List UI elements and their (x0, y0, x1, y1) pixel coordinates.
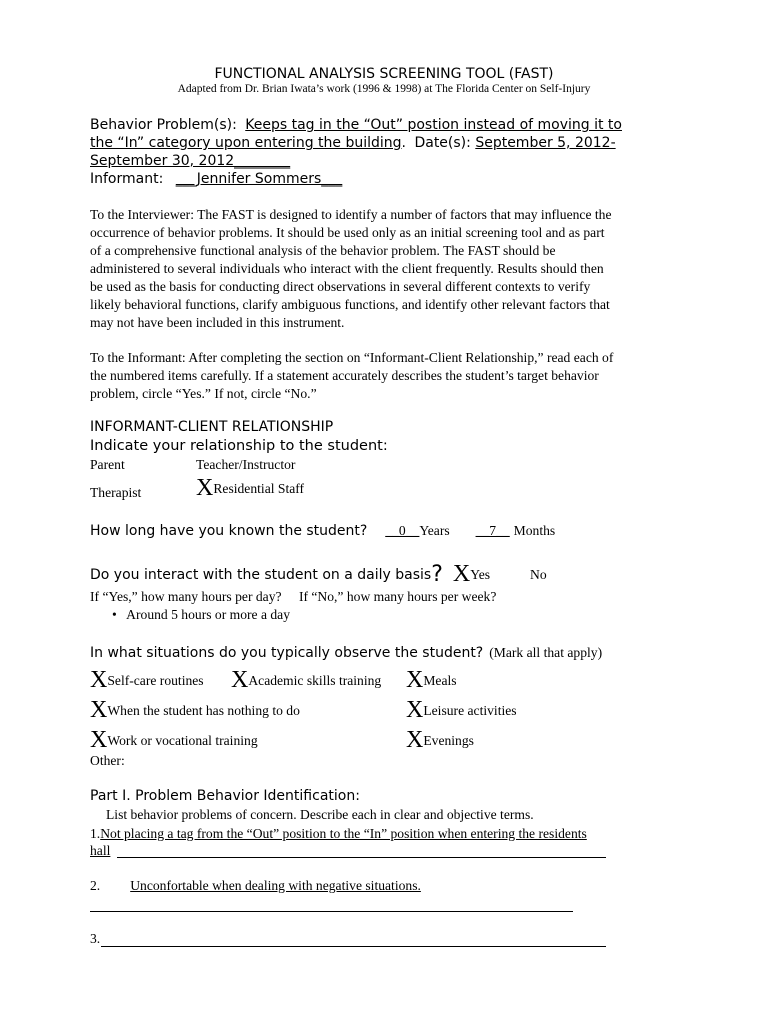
behavior-value-1: Keeps tag in the “Out” postion instead of moving it to (245, 117, 622, 133)
option-teacher[interactable]: Teacher/Instructor (196, 457, 296, 472)
years-value: __0__ (385, 523, 420, 538)
answer-no[interactable]: No (530, 567, 547, 582)
situations-note: (Mark all that apply) (489, 645, 603, 660)
x-mark: X (90, 727, 108, 753)
situation-leisure[interactable]: XLeisure activities (406, 697, 517, 723)
x-mark: X (406, 697, 424, 723)
situations-question: In what situations do you typically observe the student? (90, 645, 484, 661)
hours-question-row (90, 589, 496, 605)
x-mark: X (90, 697, 108, 723)
answer-line (117, 857, 606, 858)
daily-question: Do you interact with the student on a daily basis (90, 567, 432, 583)
relationship-heading: INFORMANT-CLIENT RELATIONSHIP (90, 419, 334, 435)
part1-heading: Part I. Problem Behavior Identification: (90, 788, 360, 804)
dates-label: Date(s): (414, 135, 471, 151)
known-question: How long have you known the student? (90, 523, 368, 539)
behavior-label: Behavior Problem(s): (90, 117, 237, 133)
x-mark: X (452, 561, 471, 587)
form-subtitle: Adapted from Dr. Brian Iwata’s work (1996 & 1998) at The Florida Center on Self-Injury (177, 83, 591, 95)
behavior-value-2: the “In” category upon entering the building (90, 135, 402, 151)
x-mark: X (231, 667, 249, 693)
item2-text: Unconfortable when dealing with negative situations. (130, 878, 421, 893)
option-residential-staff[interactable]: XResidential Staff (196, 475, 305, 501)
x-mark: X (196, 475, 214, 501)
years-label: Years (419, 523, 450, 538)
behavior-problem-line2: the “In” category upon entering the building. Date(s): September 5, 2012- (90, 135, 616, 151)
situations-question-row (90, 644, 602, 662)
bullet-icon: • (112, 607, 117, 622)
hours-per-day: If “Yes,” how many hours per day? (90, 589, 282, 604)
answer-line (90, 911, 573, 912)
informant-label: Informant: (90, 171, 164, 187)
daily-row: Do you interact with the student on a daily basis? XYes No (90, 561, 547, 587)
item1-line1: 1.Not placing a tag from the “Out” position to the “In” position when entering the residents (90, 826, 587, 841)
x-mark: X (90, 667, 108, 693)
behavior-problem-line1 (90, 116, 622, 134)
months-value: __7__ (475, 523, 510, 538)
item2-line: 2. Unconfortable when dealing with negative situations. (90, 878, 421, 893)
interviewer-paragraph: To the Interviewer: The FAST is designed to identify a number of factors that may influence the occurrence of behavior problems. It should be used only as an initial screening tool and as part of a comprehensive functional analysis of the behavior problem. The FAST should be administered to several individuals who interact with the client frequently. Results should then be used as the basis for conducting direct observations in several different contexts to verify likely behavioral functions, clarify ambiguous functions, and identify other relevant factors that may not have been included in this instrument. (90, 207, 612, 330)
relationship-prompt: Indicate your relationship to the student: (90, 438, 388, 454)
x-mark: X (406, 727, 424, 753)
situation-academic[interactable]: XAcademic skills training (231, 667, 382, 693)
option-parent[interactable]: Parent (90, 457, 125, 472)
hours-answer: • Around 5 hours or more a day (112, 607, 291, 622)
situation-evenings[interactable]: XEvenings (406, 727, 474, 753)
informant-value: ___Jennifer Sommers___ (175, 171, 343, 187)
form-title: FUNCTIONAL ANALYSIS SCREENING TOOL (FAST) (214, 66, 554, 82)
hours-per-week: If “No,” how many hours per week? (298, 589, 497, 604)
part1-instruction: List behavior problems of concern. Describe each in clear and objective terms. (106, 807, 534, 822)
option-therapist[interactable]: Therapist (90, 485, 142, 500)
situation-work[interactable]: XWork or vocational training (90, 727, 258, 753)
x-mark: X (406, 667, 424, 693)
situation-self-care[interactable]: XSelf-care routines (90, 667, 204, 693)
answer-yes[interactable]: Yes (470, 567, 491, 582)
dates-value-1: September 5, 2012- (475, 135, 616, 151)
situation-other: Other: (90, 753, 125, 768)
known-duration-row (90, 522, 555, 540)
item1-text: Not placing a tag from the “Out” position to the “In” position when entering the residents (100, 826, 587, 841)
months-label: Months (513, 523, 556, 538)
informant-line (90, 170, 342, 188)
item3-number: 3. (90, 931, 101, 946)
dates-value-2: September 30, 2012________ (90, 153, 291, 169)
situation-meals[interactable]: XMeals (406, 667, 457, 693)
informant-paragraph: To the Informant: After completing the section on “Informant-Client Relationship,” read each of the numbered items carefully. If a statement accurately describes the student’s target behavior problem, circle “Yes.” If not, circle “No.” (90, 350, 614, 401)
situation-nothing-to-do[interactable]: XWhen the student has nothing to do (90, 697, 300, 723)
item1-line2: hall (90, 843, 111, 858)
answer-line (101, 946, 606, 947)
